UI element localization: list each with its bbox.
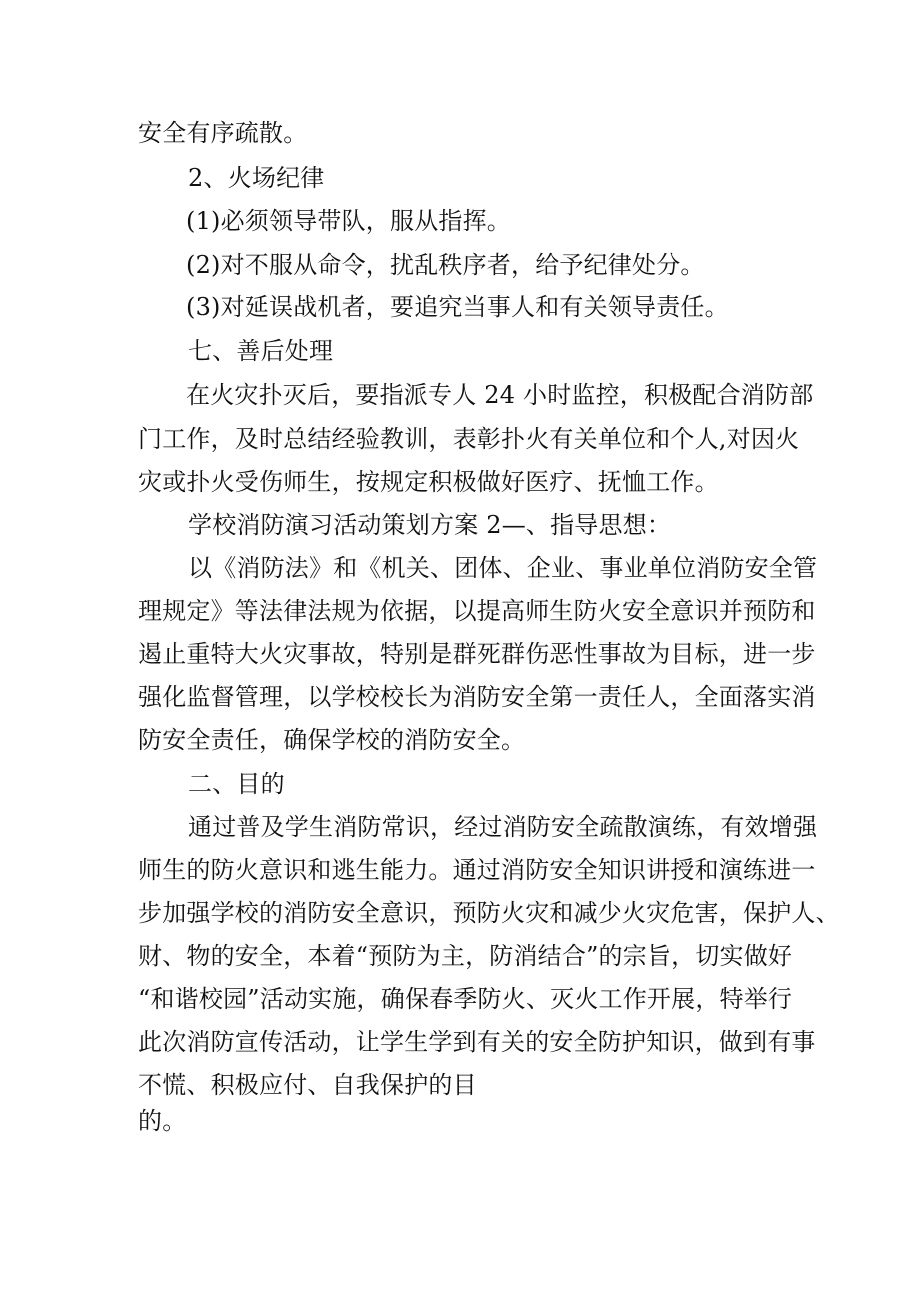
section-heading-aftermath: 七、善后处理 bbox=[188, 337, 334, 365]
list-item: (3)对延误战机者，要追究当事人和有关领导责任。 bbox=[186, 293, 729, 321]
text-line: 的。 bbox=[138, 1107, 187, 1135]
section-heading-purpose: 二、目的 bbox=[188, 770, 285, 798]
text-line: 门工作，及时总结经验教训，表彰扑火有关单位和个人,对因火 bbox=[138, 425, 800, 453]
text-line: 通过普及学生消防常识，经过消防安全疏散演练，有效增强 bbox=[188, 813, 818, 841]
text-line: 安全有序疏散。 bbox=[138, 119, 308, 147]
text-line: 此次消防宣传活动，让学生学到有关的安全防护知识，做到有事 bbox=[138, 1028, 816, 1056]
section-heading-plan-2: 学校消防演习活动策划方案 2—、指导思想： bbox=[188, 511, 672, 539]
text-line: 理规定》等法律法规为依据，以提高师生防火安全意识并预防和 bbox=[138, 597, 816, 625]
text-line: 步加强学校的消防安全意识，预防火灾和减少火灾危害，保护人、 bbox=[138, 899, 840, 927]
section-heading-fire-discipline: 2、火场纪律 bbox=[188, 164, 325, 192]
text-line: 灾或扑火受伤师生，按规定积极做好医疗、抚恤工作。 bbox=[138, 468, 719, 496]
text-line: 防安全责任，确保学校的消防安全。 bbox=[138, 726, 526, 754]
list-item: (2)对不服从命令，扰乱秩序者，给予纪律处分。 bbox=[186, 251, 705, 279]
text-line: 师生的防火意识和逃生能力。通过消防安全知识讲授和演练进一 bbox=[138, 856, 816, 884]
text-line: 强化监督管理，以学校校长为消防安全第一责任人，全面落实消 bbox=[138, 683, 816, 711]
list-item: (1)必须领导带队，服从指挥。 bbox=[186, 207, 511, 235]
text-line: 在火灾扑灭后，要指派专人 24 小时监控，积极配合消防部 bbox=[186, 381, 814, 409]
text-line: 财、物的安全，本着“预防为主，防消结合”的宗旨，切实做好 bbox=[138, 942, 793, 970]
text-line: 以《消防法》和《机关、团体、企业、事业单位消防安全管 bbox=[188, 554, 818, 582]
text-line: 不慌、积极应付、自我保护的目 bbox=[138, 1071, 477, 1099]
text-line: 遏止重特大火灾事故，特别是群死群伤恶性事故为目标，进一步 bbox=[138, 640, 816, 668]
text-line: “和谐校园”活动实施，确保春季防火、灭火工作开展，特举行 bbox=[138, 985, 793, 1013]
